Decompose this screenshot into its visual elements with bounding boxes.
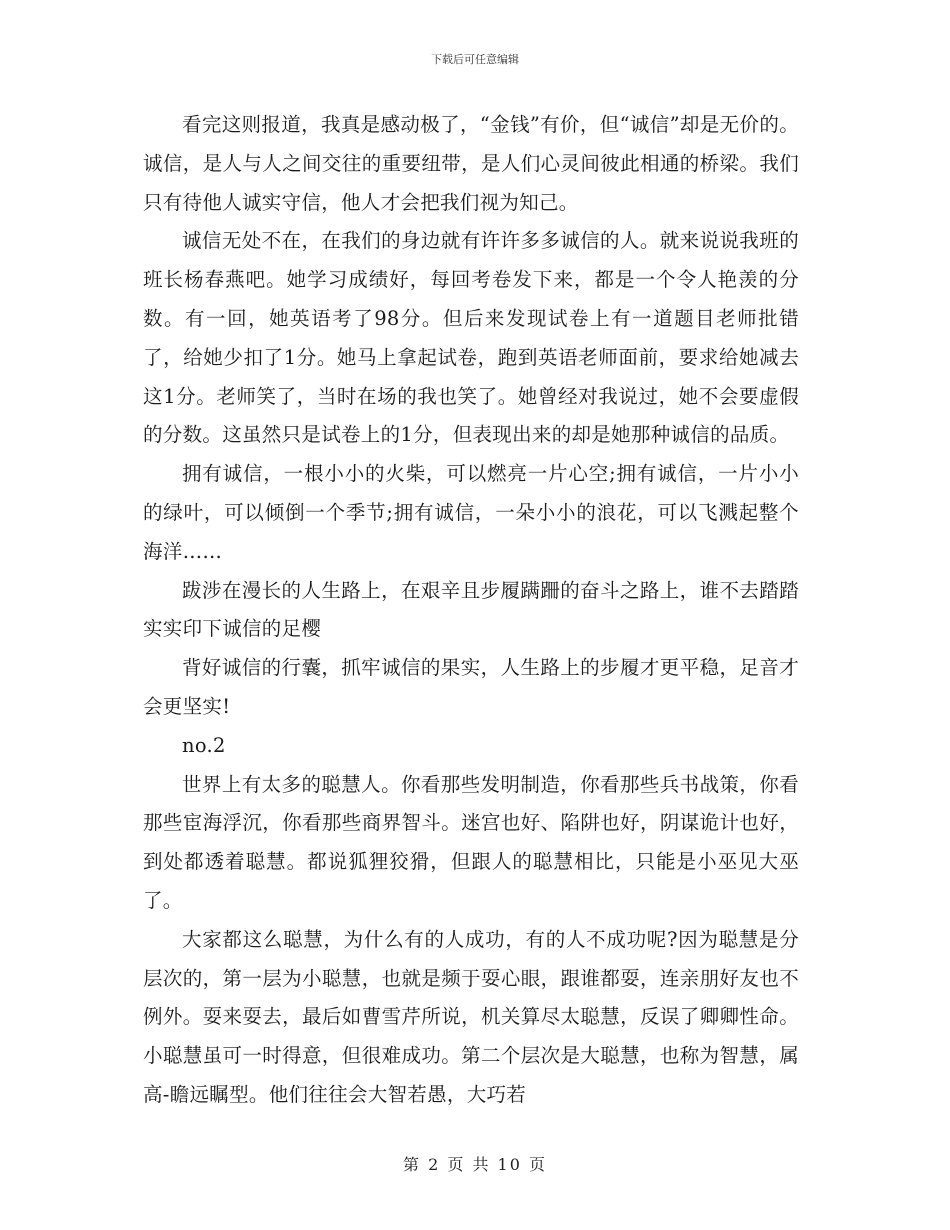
- paragraph: 诚信无处不在，在我们的身边就有许许多多诚信的人。就来说说我班的班长杨春燕吧。她学习成绩好，每回考卷发下来，都是一个令人艳羡的分数。有一回，她英语考了98分。但后来发现试卷上有一道题目老师批错了，给她少扣了1分。她马上拿起试卷，跑到英语老师面前，要求给她减去这1分。老师笑了，当时在场的我也笑了。她曾经对我说过，她不会要虚假的分数。这虽然只是试卷上的1分，但表现出来的却是她那种诚信的品质。: [143, 229, 799, 447]
- paragraph: 世界上有太多的聪慧人。你看那些发明制造，你看那些兵书战策，你看那些宦海浮沉，你看那些商界智斗。迷宫也好、陷阱也好，阴谋诡计也好，到处都透着聪慧。都说狐狸狡猾，但跟人的聪慧相比，只能是小巫见大巫了。: [143, 772, 799, 912]
- page-header: 下载后可任意编辑: [431, 53, 519, 66]
- paragraph: 大家都这么聪慧，为什么有的人成功，有的人不成功呢?因为聪慧是分层次的，第一层为小聪慧，也就是频于耍心眼，跟谁都耍，连亲朋好友也不例外。耍来耍去，最后如曹雪芹所说，机关算尽太聪慧，反误了卿卿性命。小聪慧虽可一时得意，但很难成功。第二个层次是大聪慧，也称为智慧，属高-瞻远瞩型。他们往往会大智若愚，大巧若: [143, 927, 799, 1106]
- document-body: [143, 106, 799, 1115]
- paragraph: 拥有诚信，一根小小的火柴，可以燃亮一片心空;拥有诚信，一片小小的绿叶，可以倾倒一个季节;拥有诚信，一朵小小的浪花，可以飞溅起整个海洋……: [143, 462, 799, 563]
- paragraph: 背好诚信的行囊，抓牢诚信的果实，人生路上的步履才更平稳，足音才会更坚实!: [143, 656, 799, 718]
- paragraph: 跋涉在漫长的人生路上，在艰辛且步履蹒跚的奋斗之路上，谁不去踏踏实实印下诚信的足樱: [143, 578, 799, 641]
- page-number: 第 2 页 共 10 页: [403, 1155, 547, 1174]
- section-marker: no.2: [182, 733, 226, 757]
- paragraph: 看完这则报道，我真是感动极了，“金钱”有价，但“诚信”却是无价的。诚信，是人与人之间交往的重要纽带，是人们心灵间彼此相通的桥梁。我们只有待他人诚实守信，他人才会把我们视为知己。: [143, 113, 799, 214]
